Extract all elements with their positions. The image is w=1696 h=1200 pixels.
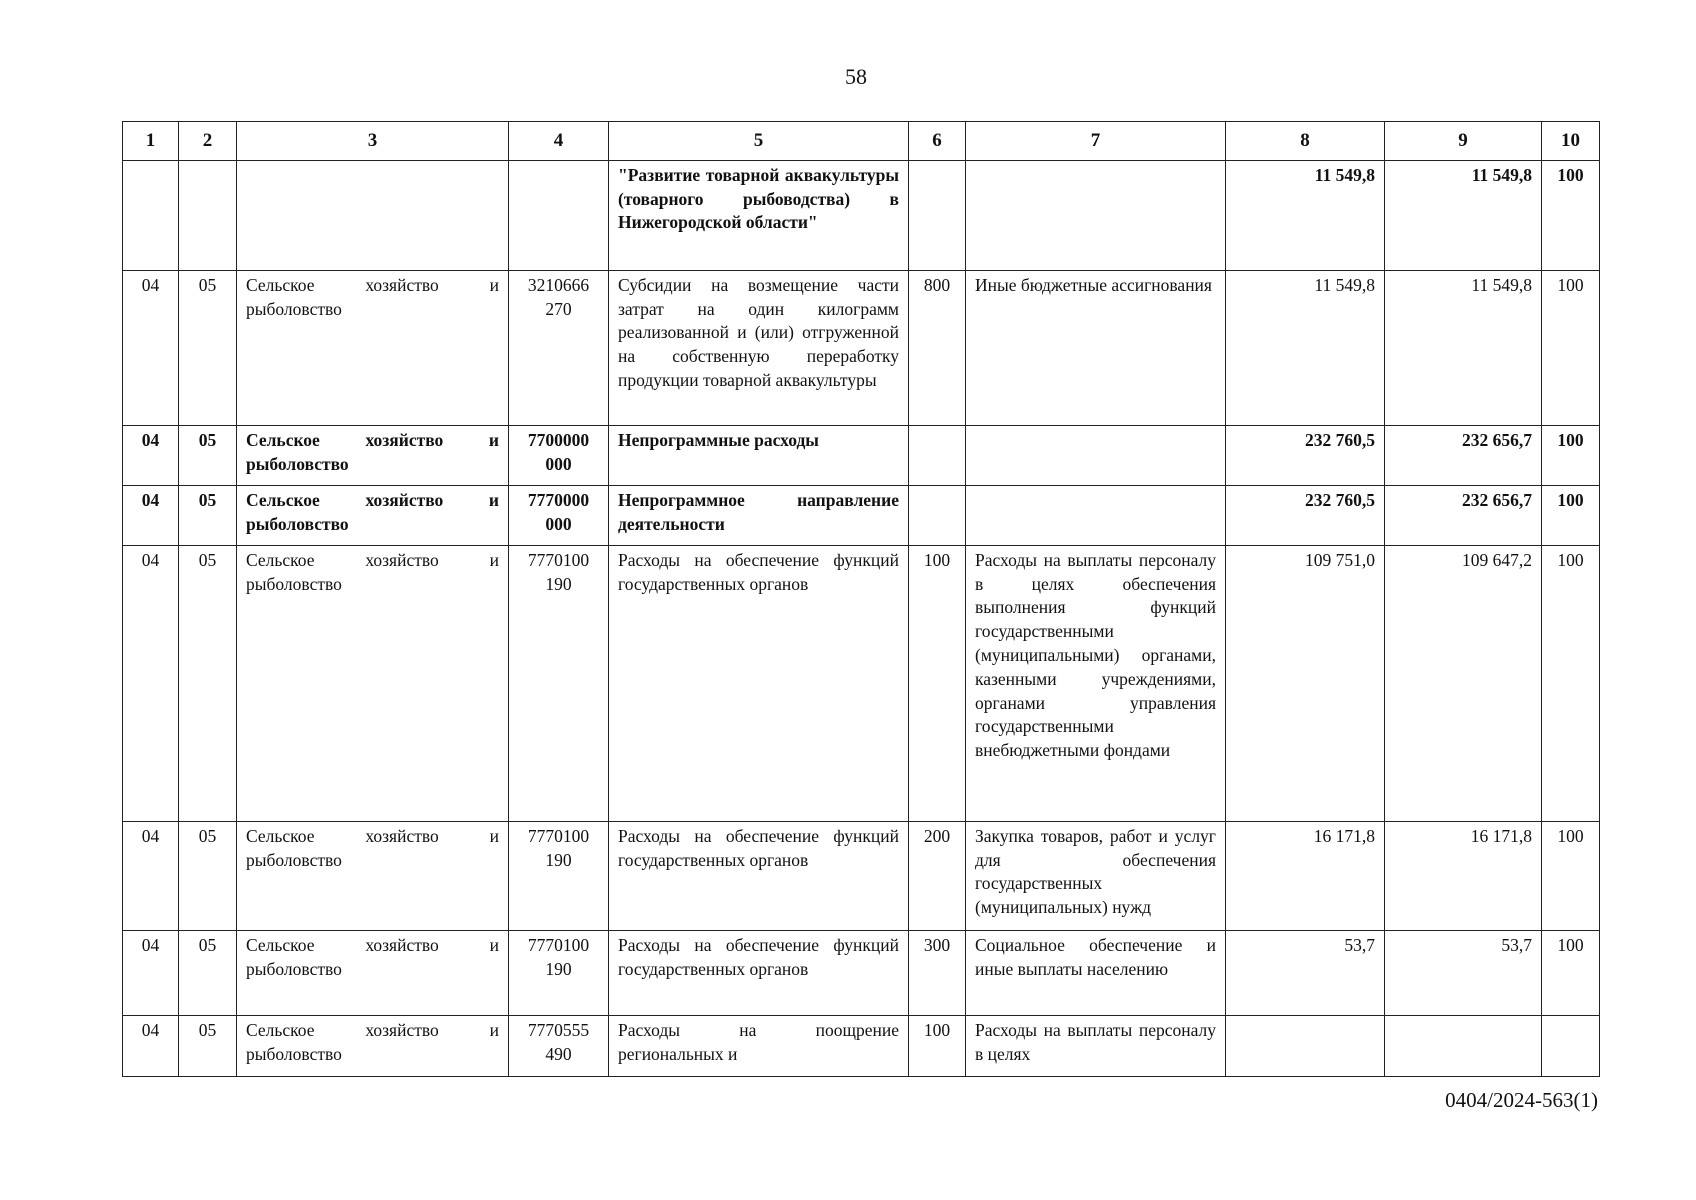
table-row bbox=[123, 545, 1600, 821]
percent-cell: 100 bbox=[1542, 425, 1600, 485]
description-cell: Расходы на обеспечение функций государственных органов bbox=[609, 930, 909, 1015]
expense-type-cell: 800 bbox=[909, 270, 966, 425]
expense-type-name-cell: Социальное обеспечение и иные выплаты населению bbox=[966, 930, 1226, 1015]
table-row bbox=[123, 930, 1600, 1015]
budget-table bbox=[122, 121, 1600, 1077]
expense-type-name-cell: Закупка товаров, работ и услуг для обеспечения государственных (муниципальных) нужд bbox=[966, 821, 1226, 930]
column-header-1: 1 bbox=[123, 122, 179, 161]
column-header-4: 4 bbox=[509, 122, 609, 161]
percent-cell bbox=[1542, 1015, 1600, 1076]
table-row bbox=[123, 270, 1600, 425]
target-article-cell: 7770000 000 bbox=[509, 485, 609, 545]
table-body bbox=[123, 160, 1600, 1076]
executed-amount-cell: 16 171,8 bbox=[1385, 821, 1542, 930]
percent-cell: 100 bbox=[1542, 545, 1600, 821]
section-cell: 04 bbox=[123, 545, 179, 821]
approved-amount-cell: 11 549,8 bbox=[1226, 160, 1385, 270]
section-cell: 04 bbox=[123, 821, 179, 930]
section-name-cell: Сельское хозяйство и рыболовство bbox=[237, 545, 509, 821]
expense-type-cell: 200 bbox=[909, 821, 966, 930]
target-article-cell: 3210666 270 bbox=[509, 270, 609, 425]
section-name-cell: Сельское хозяйство и рыболовство bbox=[237, 1015, 509, 1076]
percent-cell: 100 bbox=[1542, 270, 1600, 425]
approved-amount-cell: 16 171,8 bbox=[1226, 821, 1385, 930]
expense-type-name-cell bbox=[966, 425, 1226, 485]
description-cell: Непрограммное направление деятельности bbox=[609, 485, 909, 545]
column-header-3: 3 bbox=[237, 122, 509, 161]
column-header-8: 8 bbox=[1226, 122, 1385, 161]
target-article-cell bbox=[509, 160, 609, 270]
expense-type-cell bbox=[909, 485, 966, 545]
section-cell: 04 bbox=[123, 425, 179, 485]
subsection-cell bbox=[179, 160, 237, 270]
approved-amount-cell: 53,7 bbox=[1226, 930, 1385, 1015]
column-header-5: 5 bbox=[609, 122, 909, 161]
expense-type-cell: 100 bbox=[909, 1015, 966, 1076]
approved-amount-cell: 232 760,5 bbox=[1226, 425, 1385, 485]
section-cell: 04 bbox=[123, 270, 179, 425]
subsection-cell: 05 bbox=[179, 270, 237, 425]
subsection-cell: 05 bbox=[179, 425, 237, 485]
expense-type-name-cell bbox=[966, 160, 1226, 270]
column-header-9: 9 bbox=[1385, 122, 1542, 161]
percent-cell: 100 bbox=[1542, 485, 1600, 545]
document-code: 0404/2024-563(1) bbox=[1445, 1088, 1598, 1112]
section-name-cell: Сельское хозяйство и рыболовство bbox=[237, 425, 509, 485]
executed-amount-cell: 232 656,7 bbox=[1385, 425, 1542, 485]
section-name-cell: Сельское хозяйство и рыболовство bbox=[237, 821, 509, 930]
section-cell bbox=[123, 160, 179, 270]
table-row bbox=[123, 425, 1600, 485]
section-name-cell: Сельское хозяйство и рыболовство bbox=[237, 485, 509, 545]
expense-type-cell: 300 bbox=[909, 930, 966, 1015]
section-cell: 04 bbox=[123, 485, 179, 545]
executed-amount-cell bbox=[1385, 1015, 1542, 1076]
page-number: 58 bbox=[845, 64, 867, 89]
expense-type-name-cell: Иные бюджетные ассигнования bbox=[966, 270, 1226, 425]
subsection-cell: 05 bbox=[179, 545, 237, 821]
executed-amount-cell: 11 549,8 bbox=[1385, 160, 1542, 270]
expense-type-name-cell: Расходы на выплаты персоналу в целях bbox=[966, 1015, 1226, 1076]
target-article-cell: 7770100 190 bbox=[509, 930, 609, 1015]
target-article-cell: 7770100 190 bbox=[509, 821, 609, 930]
approved-amount-cell: 109 751,0 bbox=[1226, 545, 1385, 821]
column-header-6: 6 bbox=[909, 122, 966, 161]
approved-amount-cell: 11 549,8 bbox=[1226, 270, 1385, 425]
target-article-cell: 7700000 000 bbox=[509, 425, 609, 485]
section-cell: 04 bbox=[123, 930, 179, 1015]
section-name-cell: Сельское хозяйство и рыболовство bbox=[237, 270, 509, 425]
executed-amount-cell: 11 549,8 bbox=[1385, 270, 1542, 425]
expense-type-cell bbox=[909, 160, 966, 270]
description-cell: "Развитие товарной аквакультуры (товарного рыбоводства) в Нижегородской области" bbox=[609, 160, 909, 270]
table-row bbox=[123, 485, 1600, 545]
section-cell: 04 bbox=[123, 1015, 179, 1076]
table-row bbox=[123, 1015, 1600, 1076]
executed-amount-cell: 232 656,7 bbox=[1385, 485, 1542, 545]
section-name-cell: Сельское хозяйство и рыболовство bbox=[237, 930, 509, 1015]
expense-type-name-cell: Расходы на выплаты персоналу в целях обеспечения выполнения функций государственными (муниципальными) органами, казенными учреждениями, органами управления государственными внебюджетными фондами bbox=[966, 545, 1226, 821]
subsection-cell: 05 bbox=[179, 485, 237, 545]
approved-amount-cell bbox=[1226, 1015, 1385, 1076]
expense-type-name-cell bbox=[966, 485, 1226, 545]
description-cell: Расходы на обеспечение функций государственных органов bbox=[609, 821, 909, 930]
description-cell: Расходы на поощрение региональных и bbox=[609, 1015, 909, 1076]
description-cell: Расходы на обеспечение функций государственных органов bbox=[609, 545, 909, 821]
executed-amount-cell: 109 647,2 bbox=[1385, 545, 1542, 821]
percent-cell: 100 bbox=[1542, 160, 1600, 270]
target-article-cell: 7770100 190 bbox=[509, 545, 609, 821]
section-name-cell bbox=[237, 160, 509, 270]
description-cell: Субсидии на возмещение части затрат на один килограмм реализованной и (или) отгруженной на собственную переработку продукции товарной аквакультуры bbox=[609, 270, 909, 425]
subsection-cell: 05 bbox=[179, 821, 237, 930]
column-header-2: 2 bbox=[179, 122, 237, 161]
target-article-cell: 7770555 490 bbox=[509, 1015, 609, 1076]
executed-amount-cell: 53,7 bbox=[1385, 930, 1542, 1015]
table-row bbox=[123, 821, 1600, 930]
subsection-cell: 05 bbox=[179, 1015, 237, 1076]
approved-amount-cell: 232 760,5 bbox=[1226, 485, 1385, 545]
header-row bbox=[123, 122, 1600, 161]
percent-cell: 100 bbox=[1542, 930, 1600, 1015]
subsection-cell: 05 bbox=[179, 930, 237, 1015]
table-row bbox=[123, 160, 1600, 270]
expense-type-cell bbox=[909, 425, 966, 485]
expense-type-cell: 100 bbox=[909, 545, 966, 821]
percent-cell: 100 bbox=[1542, 821, 1600, 930]
column-header-7: 7 bbox=[966, 122, 1226, 161]
description-cell: Непрограммные расходы bbox=[609, 425, 909, 485]
column-header-10: 10 bbox=[1542, 122, 1600, 161]
